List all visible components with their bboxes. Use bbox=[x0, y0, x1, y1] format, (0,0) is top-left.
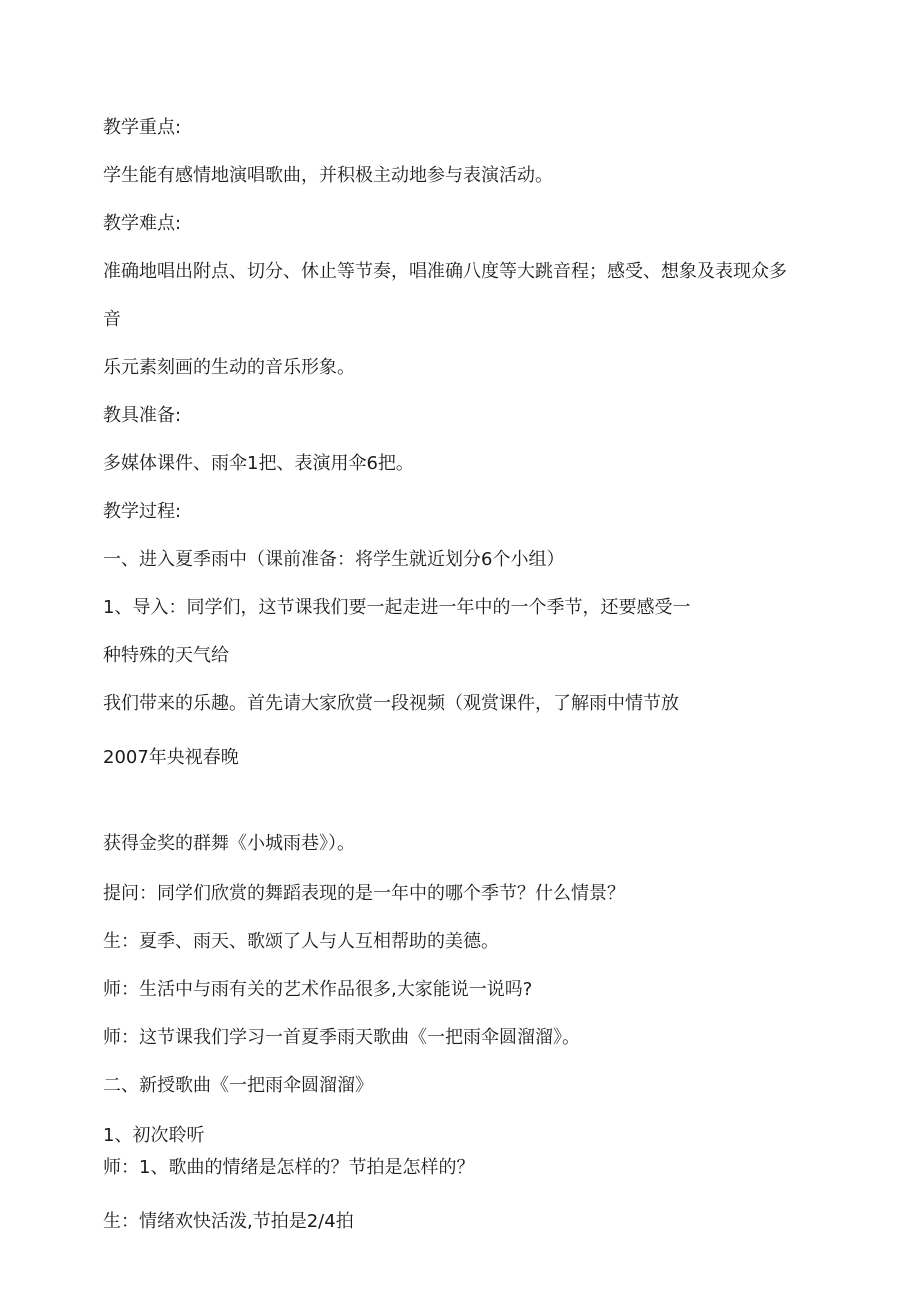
heading-teaching-process: 教学过程: bbox=[103, 501, 182, 522]
paragraph-aids-content: 多媒体课件、雨伞1把、表演用伞6把。 bbox=[103, 453, 414, 474]
paragraph-intro-award: 获得金奖的群舞《小城雨巷》）。 bbox=[103, 833, 355, 854]
section-one-title: 一、进入夏季雨中（课前准备：将学生就近划分6个小组） bbox=[103, 549, 565, 570]
subsection-first-listen: 1、初次聆听 bbox=[103, 1125, 205, 1146]
section-two-title: 二、新授歌曲《一把雨伞圆溜溜》 bbox=[103, 1075, 373, 1096]
paragraph-difficulty-content: 准确地唱出附点、切分、休止等节奏，唱准确八度等大跳音程；感受、想象及表现众多 bbox=[103, 261, 787, 282]
paragraph-focus-content: 学生能有感情地演唱歌曲，并积极主动地参与表演活动。 bbox=[103, 165, 553, 186]
paragraph-question: 提问：同学们欣赏的舞蹈表现的是一年中的哪个季节？什么情景？ bbox=[103, 883, 625, 904]
paragraph-intro: 1、导入：同学们，这节课我们要一起走进一年中的一个季节，还要感受一 bbox=[103, 597, 691, 618]
paragraph-teacher-song: 师：这节课我们学习一首夏季雨天歌曲《一把雨伞圆溜溜》。 bbox=[103, 1027, 580, 1048]
paragraph-intro-video: 我们带来的乐趣。首先请大家欣赏一段视频（观赏课件，了解雨中情节放 bbox=[103, 693, 679, 714]
paragraph-difficulty-continued: 音 bbox=[103, 309, 121, 330]
paragraph-intro-gala: 2007年央视春晚 bbox=[103, 747, 239, 768]
paragraph-difficulty-end: 乐元素刻画的生动的音乐形象。 bbox=[103, 357, 355, 378]
heading-teaching-focus: 教学重点: bbox=[103, 117, 182, 138]
heading-teaching-aids: 教具准备: bbox=[103, 405, 182, 426]
paragraph-teacher-prompt: 师：生活中与雨有关的艺术作品很多,大家能说一说吗? bbox=[103, 979, 533, 1000]
paragraph-intro-continued: 种特殊的天气给 bbox=[103, 645, 229, 666]
heading-teaching-difficulty: 教学难点: bbox=[103, 213, 182, 234]
paragraph-student-rhythm: 生：情绪欢快活泼,节拍是2/4拍 bbox=[103, 1211, 354, 1232]
paragraph-teacher-question: 师：1、歌曲的情绪是怎样的？节拍是怎样的？ bbox=[103, 1157, 475, 1178]
paragraph-student-answer: 生：夏季、雨天、歌颂了人与人互相帮助的美德。 bbox=[103, 931, 499, 952]
